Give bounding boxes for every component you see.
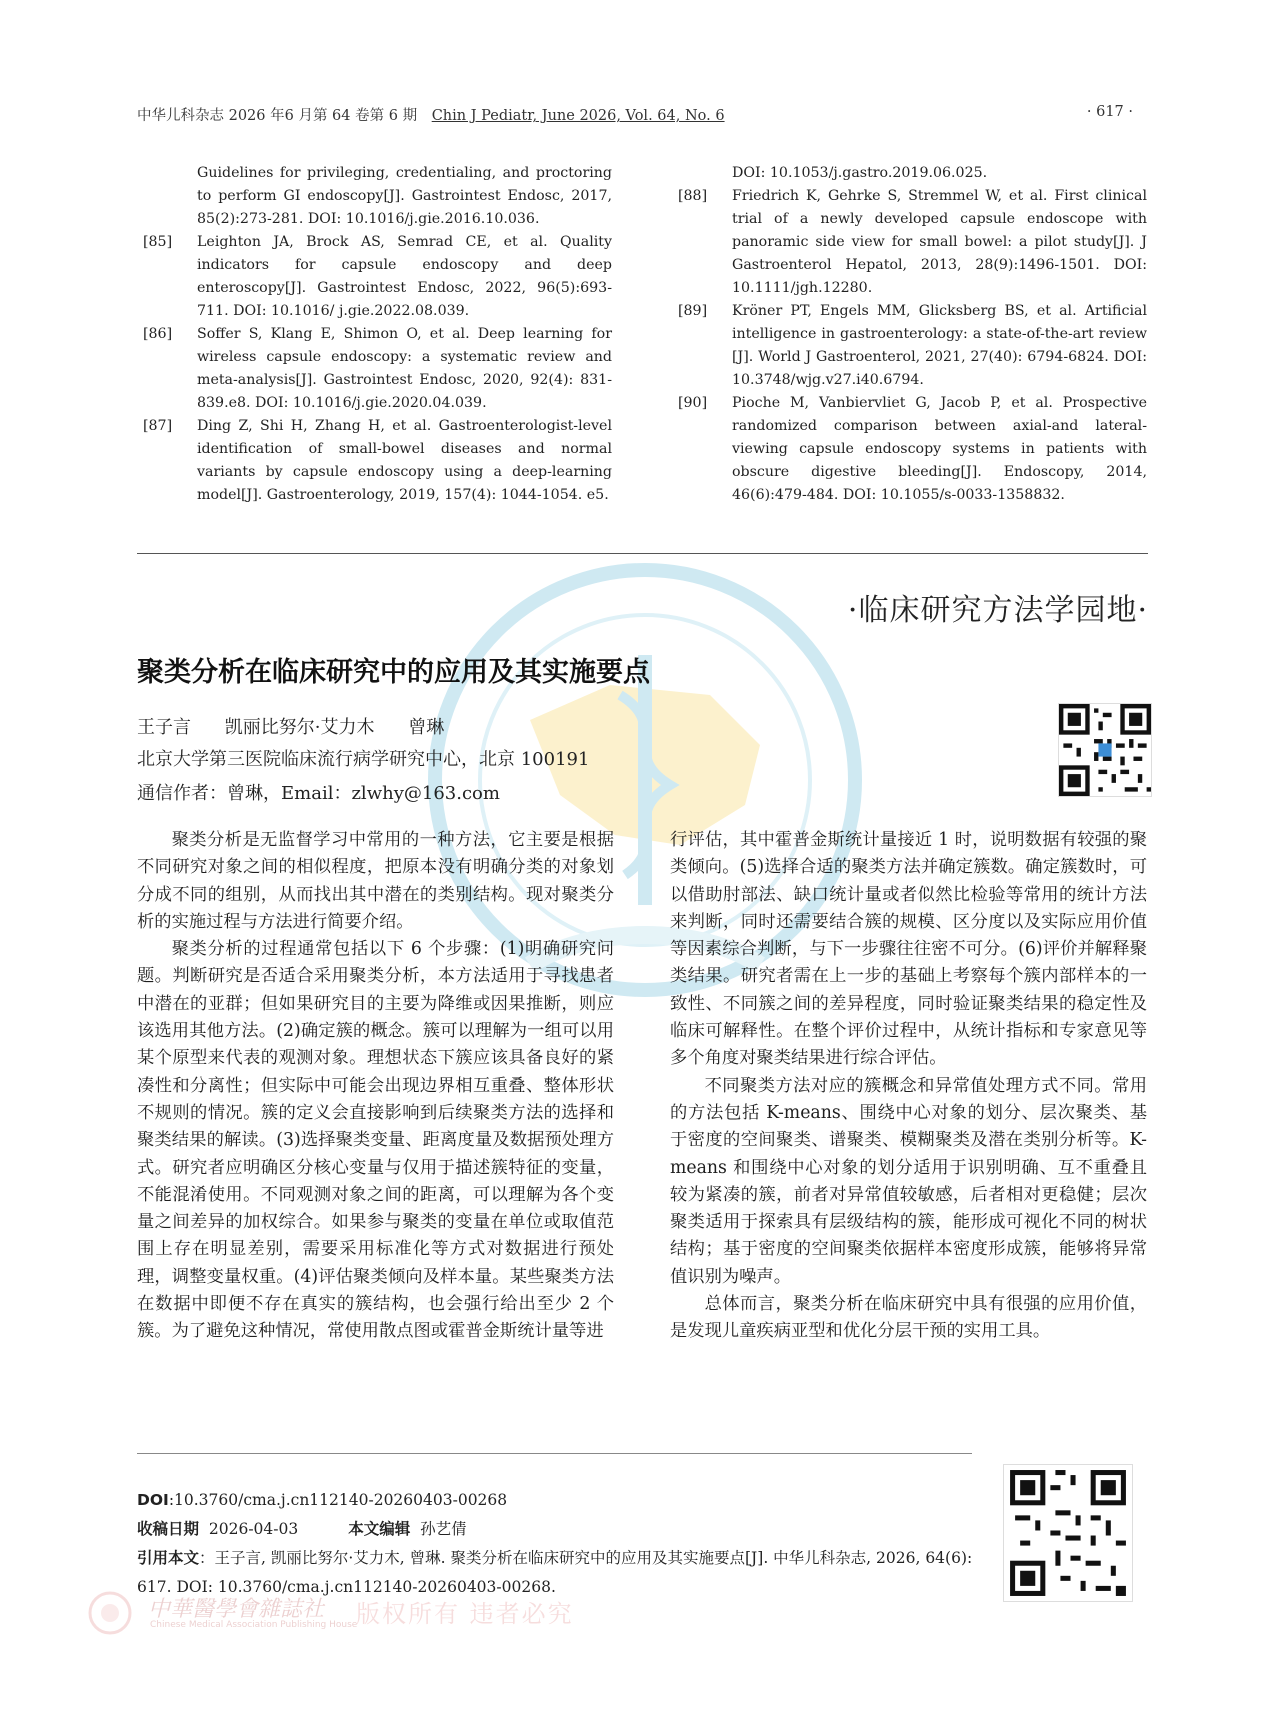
qr-code[interactable] (1003, 1464, 1133, 1602)
journal-cn: 中华儿科杂志 2026 年6 月第 64 卷第 6 期 (137, 108, 418, 124)
article-title: 聚类分析在临床研究中的应用及其实施要点 (137, 657, 650, 688)
doi-link[interactable]: :10.3760/cma.j.cn112140-20260403-00268 (168, 1491, 508, 1509)
reference-item: [90] Pioche M, Vanbiervliet G, Jacob P, et al. Prospective randomized comparison between axial-and lateral-viewing capsule endoscopy systems in patients with obscure digestive bleeding[J]. Endoscopy, 2014, 46(6):479-484. DOI: 10.1055/s-0033-1358832. (678, 395, 1147, 503)
publisher-logo-icon (86, 1590, 134, 1636)
doi-line: DOI:10.3760/cma.j.cn112140-20260403-00268 (137, 1491, 508, 1509)
received-line: 收稿日期 2026-04-03 本文编辑 孙艺倩 (137, 1520, 467, 1538)
references-right-column (672, 162, 1147, 507)
qr-code[interactable] (1058, 703, 1152, 797)
footer-divider (137, 1453, 972, 1454)
reference-item: Guidelines for privileging, credentialing, and proctoring to perform GI endoscopy[J]. Gastrointest Endosc, 2017, 85(2):273-281. DOI: 10.1016/j.gie.2016.10.036. (197, 165, 612, 227)
body-paragraph: 聚类分析的过程通常包括以下 6 个步骤：(1)明确研究问题。判断研究是否适合采用聚类分析，本方法适用于寻找患者中潜在的亚群；但如果研究目的主要为降维或因果推断，则应该选用其他方法。(2)确定簇的概念。簇可以理解为一组可以用某个原型来代表的观测对象。理想状态下簇应该具备良好的紧凑性和分离性；但实际中可能会出现边界相互重叠、整体形状不规则的情况。簇的定义会直接影响到后续聚类方法的选择和聚类结果的解读。(3)选择聚类变量、距离度量及数据预处理方式。研究者应明确区分核心变量与仅用于描述簇特征的变量，不能混淆使用。不同观测对象之间的距离，可以理解为各个变量之间差异的加权综合。如果参与聚类的变量在单位或取值范围上存在明显差别，需要采用标准化等方式对数据进行预处理，调整变量权重。(4)评估聚类倾向及样本量。某些聚类方法在数据中即便不存在真实的簇结构，也会强行给出至少 2 个簇。为了避免这种情况，常使用散点图或霍普金斯统计量等进 (137, 939, 614, 1342)
section-divider (137, 553, 1148, 554)
publisher-name-en: Chinese Medical Association Publishing House (150, 1620, 358, 1630)
publisher-name-cn: 中華醫學會雜誌社 (148, 1597, 325, 1622)
copyright-stamp: 版权所有 违者必究 (356, 1600, 574, 1628)
citation: 引用本文：王子言, 凯丽比努尔·艾力木, 曾琳. 聚类分析在临床研究中的应用及其实施要点[J]. 中华儿科杂志, 2026, 64(6): 617. DOI: 10.3760/cma.j.cn112140-20260403-00268. (137, 1549, 973, 1596)
correspondence: 通信作者：曾琳，Email：zlwhy@163.com (137, 783, 500, 804)
body-paragraph: 不同聚类方法对应的簇概念和异常值处理方式不同。常用的方法包括 K-means、围绕中心对象的划分、层次聚类、基于密度的空间聚类、谱聚类、模糊聚类及潜在类别分析等。K-means 和围绕中心对象的划分适用于识别明确、互不重叠且较为紧凑的簇，前者对异常值较敏感，后者相对更稳健；层次聚类适用于探索具有层级结构的簇，能形成可视化不同的树状结构；基于密度的空间聚类依据样本密度形成簇，能够将异常值识别为噪声。 (670, 1075, 1147, 1287)
author: 王子言 (137, 717, 191, 738)
reference-item: [88] Friedrich K, Gehrke S, Stremmel W, et al. First clinical trial of a newly developed capsule endoscope with panoramic side view for small bowel: a pilot study[J]. J Gastroenterol Hepatol, 2013, 28(9):1496-1501. DOI: 10.1111/jgh.12280. (678, 188, 1147, 296)
page-number: · 617 · (1086, 104, 1133, 120)
body-paragraph: 聚类分析是无监督学习中常用的一种方法，它主要是根据不同研究对象之间的相似程度，把原本没有明确分类的对象划分成不同的组别，从而找出其中潜在的类别结构。现对聚类分析的实施过程与方法进行简要介绍。 (137, 830, 614, 932)
reference-item: [89] Kröner PT, Engels MM, Glicksberg BS, et al. Artificial intelligence in gastroenterology: a state-of-the-art review [J]. World J Gastroenterol, 2021, 27(40): 6794-6824. DOI: 10.3748/wjg.v27.i40.6794. (678, 303, 1147, 388)
publisher-watermark (86, 1590, 606, 1636)
body-paragraph: 行评估，其中霍普金斯统计量接近 1 时，说明数据有较强的聚类倾向。(5)选择合适的聚类方法并确定簇数。确定簇数时，可以借助肘部法、缺口统计量或者似然比检验等常用的统计方法来判断，同时还需要结合簇的规模、区分度以及实际应用价值等因素综合判断，与下一步骤往往密不可分。(6)评价并解释聚类结果。研究者需在上一步的基础上考察每个簇内部样本的一致性、不同簇之间的差异程度，同时验证聚类结果的稳定性及临床可解释性。在整个评价过程中，从统计指标和专家意见等多个角度对聚类结果进行综合评估。 (670, 830, 1147, 1069)
author: 凯丽比努尔·艾力木 (224, 717, 375, 738)
reference-item: DOI: 10.1053/j.gastro.2019.06.025. (732, 165, 988, 181)
column-tag: ·临床研究方法学园地· (847, 593, 1148, 628)
author: 曾琳 (408, 717, 445, 738)
affiliation: 北京大学第三医院临床流行病学研究中心，北京 100191 (137, 749, 590, 770)
author-list (137, 713, 472, 739)
reference-item: [86] Soffer S, Klang E, Shimon O, et al. Deep learning for wireless capsule endoscopy: a systematic review and meta-analysis[J]. Gastrointest Endosc, 2020, 92(4): 831-839.e8. DOI: 10.1016/j.gie.2020.04.039. (143, 326, 612, 411)
running-header (137, 104, 725, 125)
article-footer (137, 1486, 977, 1602)
references-left-column (137, 162, 612, 507)
body-left-column (137, 827, 614, 1346)
reference-item: [87] Ding Z, Shi H, Zhang H, et al. Gastroenterologist-level identification of small-bowel diseases and normal variants by capsule endoscopy using a deep-learning model[J]. Gastroenterology, 2019, 157(4): 1044-1054. e5. (143, 418, 612, 503)
journal-en: Chin J Pediatr, June 2026, Vol. 64, No. 6 (431, 108, 725, 124)
body-paragraph: 总体而言，聚类分析在临床研究中具有很强的应用价值，是发现儿童疾病亚型和优化分层干预的实用工具。 (670, 1294, 1147, 1342)
reference-item: [85] Leighton JA, Brock AS, Semrad CE, et al. Quality indicators for capsule endoscopy and deep enteroscopy[J]. Gastrointest Endosc, 2022, 96(5):693-711. DOI: 10.1016/ j.gie.2022.08.039. (143, 234, 612, 319)
body-right-column (670, 827, 1147, 1346)
